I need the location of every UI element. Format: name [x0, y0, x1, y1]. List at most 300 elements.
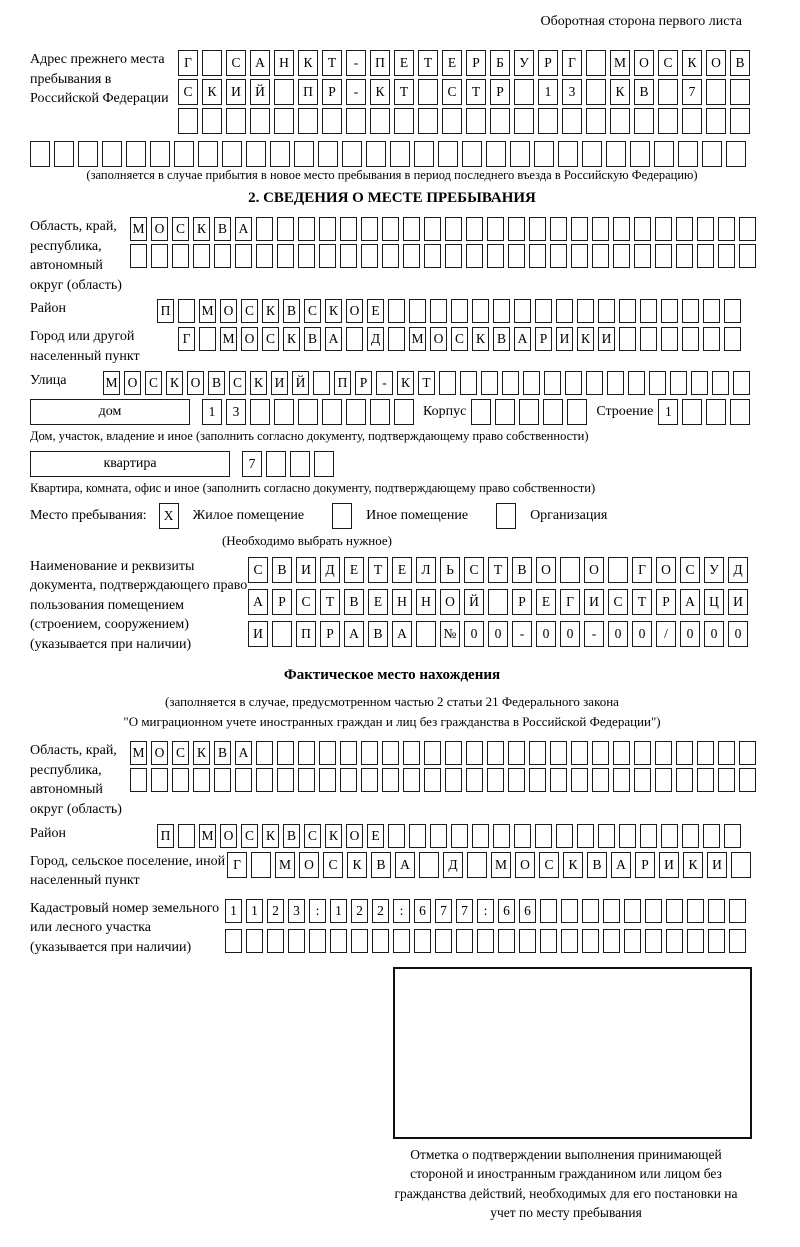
char-cell[interactable]: О	[124, 371, 141, 395]
char-cell[interactable]	[733, 371, 750, 395]
char-cell[interactable]	[726, 141, 746, 167]
char-cell[interactable]	[256, 741, 273, 765]
char-cell[interactable]: Ь	[440, 557, 460, 583]
char-cell[interactable]	[550, 217, 567, 241]
char-cell[interactable]	[535, 299, 552, 323]
char-cell[interactable]	[586, 50, 606, 76]
char-cell[interactable]	[419, 852, 439, 878]
char-cell[interactable]	[456, 929, 473, 953]
char-cell[interactable]	[277, 244, 294, 268]
char-cell[interactable]	[403, 768, 420, 792]
char-cell[interactable]	[372, 929, 389, 953]
char-cell[interactable]: 0	[488, 621, 508, 647]
char-cell[interactable]	[130, 244, 147, 268]
char-cell[interactable]: :	[477, 899, 494, 923]
char-cell[interactable]	[630, 141, 650, 167]
char-cell[interactable]	[330, 929, 347, 953]
char-cell[interactable]	[172, 244, 189, 268]
char-cell[interactable]	[151, 768, 168, 792]
char-cell[interactable]	[222, 141, 242, 167]
char-cell[interactable]: П	[334, 371, 351, 395]
char-cell[interactable]	[586, 108, 606, 134]
char-cell[interactable]: Р	[322, 79, 342, 105]
char-cell[interactable]	[649, 371, 666, 395]
char-cell[interactable]	[540, 929, 557, 953]
char-cell[interactable]: М	[409, 327, 426, 351]
char-cell[interactable]: С	[241, 299, 258, 323]
char-cell[interactable]	[466, 741, 483, 765]
char-cell[interactable]	[439, 371, 456, 395]
char-cell[interactable]: Т	[418, 50, 438, 76]
char-cell[interactable]	[346, 399, 366, 425]
char-cell[interactable]	[346, 327, 363, 351]
char-cell[interactable]: Р	[355, 371, 372, 395]
char-cell[interactable]	[514, 108, 534, 134]
char-cell[interactable]: Е	[344, 557, 364, 583]
char-cell[interactable]	[718, 244, 735, 268]
char-cell[interactable]	[498, 929, 515, 953]
char-cell[interactable]: И	[598, 327, 615, 351]
char-cell[interactable]: К	[472, 327, 489, 351]
char-cell[interactable]: Р	[535, 327, 552, 351]
char-cell[interactable]: С	[323, 852, 343, 878]
char-cell[interactable]	[661, 327, 678, 351]
char-cell[interactable]: В	[283, 299, 300, 323]
char-cell[interactable]	[382, 741, 399, 765]
char-cell[interactable]: Б	[490, 50, 510, 76]
char-cell[interactable]	[538, 108, 558, 134]
char-cell[interactable]: /	[656, 621, 676, 647]
char-cell[interactable]	[676, 217, 693, 241]
char-cell[interactable]: 3	[288, 899, 305, 923]
char-cell[interactable]	[556, 824, 573, 848]
char-cell[interactable]	[739, 741, 756, 765]
char-cell[interactable]	[687, 929, 704, 953]
char-cell[interactable]	[102, 141, 122, 167]
char-cell[interactable]	[724, 299, 741, 323]
char-cell[interactable]	[462, 141, 482, 167]
char-cell[interactable]: Т	[418, 371, 435, 395]
char-cell[interactable]	[319, 244, 336, 268]
char-cell[interactable]: М	[103, 371, 120, 395]
char-cell[interactable]	[514, 79, 534, 105]
char-cell[interactable]	[472, 299, 489, 323]
char-cell[interactable]: К	[683, 852, 703, 878]
char-cell[interactable]	[298, 741, 315, 765]
char-cell[interactable]	[226, 108, 246, 134]
char-cell[interactable]	[298, 244, 315, 268]
char-cell[interactable]: Д	[367, 327, 384, 351]
char-cell[interactable]: С	[296, 589, 316, 615]
char-cell[interactable]	[340, 244, 357, 268]
char-cell[interactable]	[592, 217, 609, 241]
char-cell[interactable]	[571, 741, 588, 765]
char-cell[interactable]: А	[250, 50, 270, 76]
char-cell[interactable]	[624, 929, 641, 953]
char-cell[interactable]	[729, 899, 746, 923]
char-cell[interactable]: П	[298, 79, 318, 105]
char-cell[interactable]: К	[193, 741, 210, 765]
char-cell[interactable]	[582, 141, 602, 167]
char-cell[interactable]: 1	[225, 899, 242, 923]
char-cell[interactable]	[519, 929, 536, 953]
char-cell[interactable]	[361, 741, 378, 765]
char-cell[interactable]: С	[608, 589, 628, 615]
char-cell[interactable]	[708, 899, 725, 923]
char-cell[interactable]	[592, 768, 609, 792]
char-cell[interactable]	[603, 929, 620, 953]
char-cell[interactable]	[724, 327, 741, 351]
char-cell[interactable]	[619, 824, 636, 848]
char-cell[interactable]	[645, 899, 662, 923]
char-cell[interactable]	[654, 141, 674, 167]
char-cell[interactable]	[319, 741, 336, 765]
char-cell[interactable]: С	[248, 557, 268, 583]
char-cell[interactable]	[460, 371, 477, 395]
char-cell[interactable]: :	[393, 899, 410, 923]
char-cell[interactable]: С	[229, 371, 246, 395]
char-cell[interactable]	[655, 741, 672, 765]
char-cell[interactable]: С	[145, 371, 162, 395]
char-cell[interactable]	[424, 768, 441, 792]
char-cell[interactable]: К	[577, 327, 594, 351]
char-cell[interactable]: И	[226, 79, 246, 105]
char-cell[interactable]	[30, 141, 50, 167]
char-cell[interactable]: О	[220, 299, 237, 323]
char-cell[interactable]: 1	[658, 399, 678, 425]
char-cell[interactable]: С	[304, 299, 321, 323]
char-cell[interactable]	[274, 79, 294, 105]
char-cell[interactable]	[445, 244, 462, 268]
char-cell[interactable]: Й	[292, 371, 309, 395]
char-cell[interactable]: К	[325, 299, 342, 323]
char-cell[interactable]: С	[680, 557, 700, 583]
char-cell[interactable]: 7	[242, 451, 262, 477]
char-cell[interactable]: Е	[392, 557, 412, 583]
char-cell[interactable]	[543, 399, 563, 425]
char-cell[interactable]: М	[275, 852, 295, 878]
char-cell[interactable]: В	[208, 371, 225, 395]
char-cell[interactable]	[199, 327, 216, 351]
char-cell[interactable]: А	[395, 852, 415, 878]
char-cell[interactable]: И	[584, 589, 604, 615]
char-cell[interactable]	[274, 108, 294, 134]
char-cell[interactable]	[731, 852, 751, 878]
char-cell[interactable]: С	[226, 50, 246, 76]
char-cell[interactable]	[414, 141, 434, 167]
char-cell[interactable]	[556, 299, 573, 323]
char-cell[interactable]	[706, 79, 726, 105]
char-cell[interactable]	[510, 141, 530, 167]
char-cell[interactable]	[487, 244, 504, 268]
char-cell[interactable]	[640, 299, 657, 323]
char-cell[interactable]	[661, 299, 678, 323]
char-cell[interactable]: К	[370, 79, 390, 105]
char-cell[interactable]	[366, 141, 386, 167]
char-cell[interactable]	[294, 141, 314, 167]
char-cell[interactable]: С	[172, 217, 189, 241]
char-cell[interactable]	[706, 399, 726, 425]
char-cell[interactable]	[178, 299, 195, 323]
char-cell[interactable]	[666, 899, 683, 923]
char-cell[interactable]	[687, 899, 704, 923]
char-cell[interactable]	[571, 217, 588, 241]
char-cell[interactable]: А	[680, 589, 700, 615]
char-cell[interactable]: К	[610, 79, 630, 105]
char-cell[interactable]: А	[235, 217, 252, 241]
char-cell[interactable]	[466, 244, 483, 268]
char-cell[interactable]	[256, 768, 273, 792]
char-cell[interactable]: Р	[538, 50, 558, 76]
char-cell[interactable]: А	[514, 327, 531, 351]
char-cell[interactable]	[235, 768, 252, 792]
char-cell[interactable]	[582, 929, 599, 953]
char-cell[interactable]	[490, 108, 510, 134]
char-cell[interactable]	[718, 768, 735, 792]
char-cell[interactable]: В	[214, 741, 231, 765]
char-cell[interactable]	[640, 824, 657, 848]
char-cell[interactable]	[676, 768, 693, 792]
char-cell[interactable]: О	[151, 217, 168, 241]
char-cell[interactable]: Е	[536, 589, 556, 615]
char-cell[interactable]	[318, 141, 338, 167]
char-cell[interactable]: В	[634, 79, 654, 105]
char-cell[interactable]	[388, 299, 405, 323]
char-cell[interactable]	[718, 217, 735, 241]
char-cell[interactable]	[598, 824, 615, 848]
char-cell[interactable]	[370, 399, 390, 425]
char-cell[interactable]	[382, 244, 399, 268]
char-cell[interactable]	[544, 371, 561, 395]
char-cell[interactable]	[523, 371, 540, 395]
char-cell[interactable]	[486, 141, 506, 167]
char-cell[interactable]	[487, 768, 504, 792]
char-cell[interactable]	[266, 451, 286, 477]
char-cell[interactable]	[613, 741, 630, 765]
char-cell[interactable]	[251, 852, 271, 878]
char-cell[interactable]	[730, 79, 750, 105]
char-cell[interactable]	[682, 327, 699, 351]
char-cell[interactable]	[519, 399, 539, 425]
char-cell[interactable]: О	[220, 824, 237, 848]
char-cell[interactable]	[703, 327, 720, 351]
char-cell[interactable]	[418, 108, 438, 134]
char-cell[interactable]: К	[202, 79, 222, 105]
char-cell[interactable]	[435, 929, 452, 953]
char-cell[interactable]: Т	[466, 79, 486, 105]
char-cell[interactable]	[322, 108, 342, 134]
char-cell[interactable]	[496, 503, 516, 529]
char-cell[interactable]: К	[563, 852, 583, 878]
char-cell[interactable]	[534, 141, 554, 167]
char-cell[interactable]	[78, 141, 98, 167]
char-cell[interactable]: И	[659, 852, 679, 878]
char-cell[interactable]	[487, 217, 504, 241]
char-cell[interactable]	[607, 371, 624, 395]
char-cell[interactable]	[739, 244, 756, 268]
char-cell[interactable]: П	[157, 299, 174, 323]
char-cell[interactable]	[290, 451, 310, 477]
char-cell[interactable]: М	[199, 824, 216, 848]
char-cell[interactable]: В	[587, 852, 607, 878]
char-cell[interactable]	[586, 371, 603, 395]
char-cell[interactable]	[592, 741, 609, 765]
char-cell[interactable]: №	[440, 621, 460, 647]
char-cell[interactable]	[613, 768, 630, 792]
char-cell[interactable]	[550, 768, 567, 792]
char-cell[interactable]	[493, 824, 510, 848]
char-cell[interactable]: Г	[632, 557, 652, 583]
char-cell[interactable]	[708, 929, 725, 953]
char-cell[interactable]: Д	[443, 852, 463, 878]
char-cell[interactable]	[388, 327, 405, 351]
char-cell[interactable]: У	[704, 557, 724, 583]
char-cell[interactable]	[424, 244, 441, 268]
char-cell[interactable]	[508, 768, 525, 792]
char-cell[interactable]	[712, 371, 729, 395]
char-cell[interactable]	[466, 217, 483, 241]
char-cell[interactable]: 0	[632, 621, 652, 647]
char-cell[interactable]	[697, 217, 714, 241]
char-cell[interactable]: К	[397, 371, 414, 395]
char-cell[interactable]: П	[296, 621, 316, 647]
char-cell[interactable]	[298, 217, 315, 241]
char-cell[interactable]	[724, 824, 741, 848]
char-cell[interactable]	[529, 741, 546, 765]
char-cell[interactable]: Т	[368, 557, 388, 583]
char-cell[interactable]: -	[346, 50, 366, 76]
char-cell[interactable]: В	[368, 621, 388, 647]
char-cell[interactable]: В	[272, 557, 292, 583]
char-cell[interactable]	[697, 244, 714, 268]
char-cell[interactable]	[309, 929, 326, 953]
char-cell[interactable]: 0	[680, 621, 700, 647]
char-cell[interactable]	[438, 141, 458, 167]
char-cell[interactable]	[619, 299, 636, 323]
char-cell[interactable]: 1	[538, 79, 558, 105]
char-cell[interactable]	[634, 244, 651, 268]
char-cell[interactable]	[277, 768, 294, 792]
char-cell[interactable]	[256, 217, 273, 241]
char-cell[interactable]	[571, 244, 588, 268]
char-cell[interactable]	[288, 929, 305, 953]
char-cell[interactable]: 7	[682, 79, 702, 105]
char-cell[interactable]: О	[536, 557, 556, 583]
char-cell[interactable]: М	[130, 217, 147, 241]
char-cell[interactable]: Г	[562, 50, 582, 76]
char-cell[interactable]	[382, 217, 399, 241]
char-cell[interactable]	[225, 929, 242, 953]
char-cell[interactable]: Е	[442, 50, 462, 76]
char-cell[interactable]	[603, 899, 620, 923]
char-cell[interactable]: В	[730, 50, 750, 76]
char-cell[interactable]	[634, 108, 654, 134]
char-cell[interactable]	[514, 299, 531, 323]
char-cell[interactable]	[342, 141, 362, 167]
char-cell[interactable]: К	[347, 852, 367, 878]
char-cell[interactable]	[577, 299, 594, 323]
char-cell[interactable]: 0	[464, 621, 484, 647]
char-cell[interactable]	[598, 299, 615, 323]
char-cell[interactable]	[730, 399, 750, 425]
char-cell[interactable]: О	[515, 852, 535, 878]
char-cell[interactable]	[682, 399, 702, 425]
char-cell[interactable]: М	[610, 50, 630, 76]
char-cell[interactable]: Е	[367, 299, 384, 323]
char-cell[interactable]	[393, 929, 410, 953]
char-cell[interactable]	[277, 217, 294, 241]
char-cell[interactable]: А	[325, 327, 342, 351]
char-cell[interactable]: 7	[456, 899, 473, 923]
char-cell[interactable]: 2	[372, 899, 389, 923]
char-cell[interactable]	[409, 824, 426, 848]
char-cell[interactable]: 2	[267, 899, 284, 923]
char-cell[interactable]	[493, 299, 510, 323]
char-cell[interactable]: А	[344, 621, 364, 647]
char-cell[interactable]	[445, 741, 462, 765]
char-cell[interactable]	[403, 244, 420, 268]
char-cell[interactable]	[608, 557, 628, 583]
char-cell[interactable]	[550, 244, 567, 268]
char-cell[interactable]	[655, 217, 672, 241]
char-cell[interactable]: С	[464, 557, 484, 583]
char-cell[interactable]	[466, 768, 483, 792]
char-cell[interactable]: X	[159, 503, 179, 529]
char-cell[interactable]	[697, 768, 714, 792]
char-cell[interactable]: Т	[322, 50, 342, 76]
char-cell[interactable]: К	[166, 371, 183, 395]
char-cell[interactable]	[430, 299, 447, 323]
char-cell[interactable]: 1	[246, 899, 263, 923]
char-cell[interactable]: Р	[512, 589, 532, 615]
char-cell[interactable]	[150, 141, 170, 167]
char-cell[interactable]: Л	[416, 557, 436, 583]
char-cell[interactable]	[472, 824, 489, 848]
char-cell[interactable]	[340, 741, 357, 765]
char-cell[interactable]	[298, 108, 318, 134]
char-cell[interactable]	[676, 244, 693, 268]
char-cell[interactable]: У	[514, 50, 534, 76]
char-cell[interactable]: Н	[274, 50, 294, 76]
char-cell[interactable]	[246, 141, 266, 167]
char-cell[interactable]: О	[656, 557, 676, 583]
char-cell[interactable]	[508, 741, 525, 765]
char-cell[interactable]: К	[193, 217, 210, 241]
char-cell[interactable]	[540, 899, 557, 923]
char-cell[interactable]	[619, 327, 636, 351]
char-cell[interactable]	[382, 768, 399, 792]
char-cell[interactable]: 0	[728, 621, 748, 647]
char-cell[interactable]: -	[376, 371, 393, 395]
char-cell[interactable]	[640, 327, 657, 351]
char-cell[interactable]	[430, 824, 447, 848]
char-cell[interactable]	[172, 768, 189, 792]
char-cell[interactable]	[562, 108, 582, 134]
char-cell[interactable]	[658, 108, 678, 134]
char-cell[interactable]	[613, 244, 630, 268]
char-cell[interactable]: Г	[178, 327, 195, 351]
char-cell[interactable]	[529, 244, 546, 268]
char-cell[interactable]	[488, 589, 508, 615]
char-cell[interactable]	[250, 108, 270, 134]
char-cell[interactable]: К	[283, 327, 300, 351]
char-cell[interactable]: В	[304, 327, 321, 351]
char-cell[interactable]	[272, 621, 292, 647]
char-cell[interactable]: О	[151, 741, 168, 765]
char-cell[interactable]	[565, 371, 582, 395]
char-cell[interactable]	[560, 557, 580, 583]
char-cell[interactable]: И	[707, 852, 727, 878]
